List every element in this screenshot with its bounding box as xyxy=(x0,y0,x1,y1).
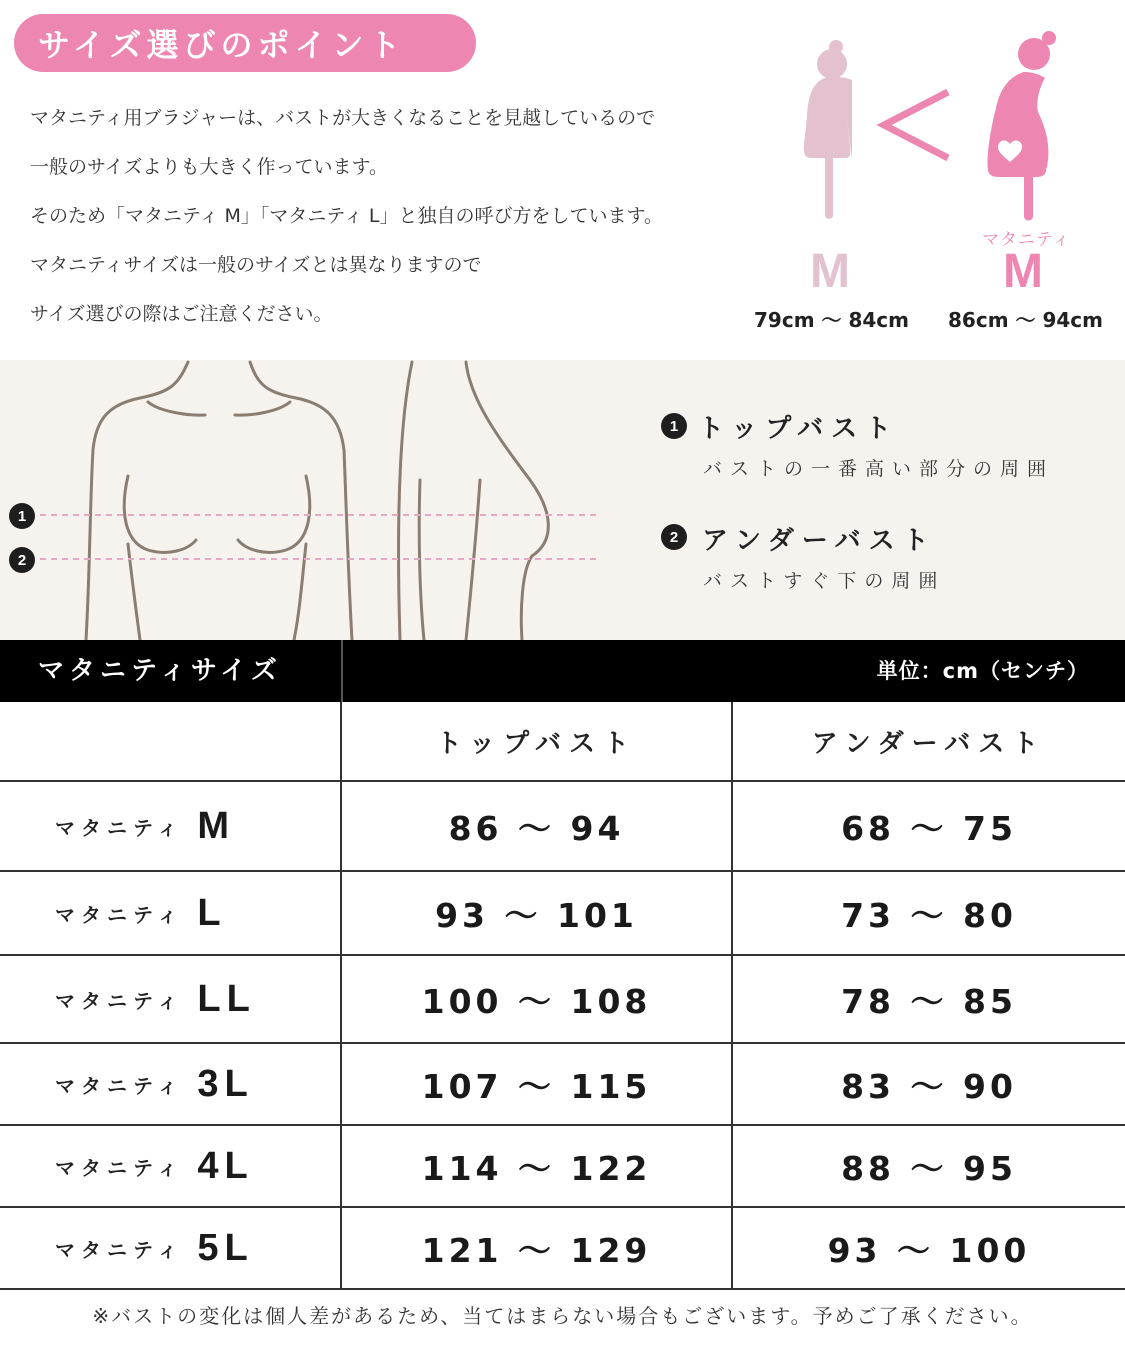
top-bust-cell xyxy=(342,782,733,870)
top-bust-value: 121 〜 129 xyxy=(421,1230,652,1270)
size-code: 3L xyxy=(197,1062,254,1105)
size-code: LL xyxy=(197,977,256,1020)
intro-line: そのため「マタニティ M」「マタニティ L」と独自の呼び方をしています。 xyxy=(30,205,663,227)
size-cell xyxy=(0,782,342,870)
body-outline-illustration xyxy=(0,360,1125,640)
size-prefix: マタニティ xyxy=(55,902,184,927)
top-bust-value: 114 〜 122 xyxy=(421,1148,652,1188)
intro-line: マタニティサイズは一般のサイズとは異なりますので xyxy=(30,254,482,276)
under-bust-value: 83 〜 90 xyxy=(841,1066,1017,1106)
column-header-top-bust xyxy=(342,702,733,780)
under-bust-value: 73 〜 80 xyxy=(841,895,1017,935)
table-row xyxy=(0,872,1125,956)
column-header-row xyxy=(0,702,1125,782)
maternity-size-letter: M xyxy=(1003,245,1043,298)
top-bust-cell xyxy=(342,956,733,1042)
under-bust-title: アンダーバスト xyxy=(702,526,937,556)
maternity-bust-range: 86cm 〜 94cm xyxy=(948,308,1103,332)
under-bust-cell xyxy=(733,782,1125,870)
measurement-diagram xyxy=(0,360,1125,640)
intro-line: サイズ選びの際はご注意ください。 xyxy=(30,303,333,325)
legend-number-1: 1 xyxy=(661,413,687,439)
size-cell xyxy=(0,1126,342,1206)
header-divider xyxy=(341,640,343,702)
column-header-size xyxy=(0,702,342,780)
size-cell xyxy=(0,872,342,954)
legend-number-2: 2 xyxy=(661,524,687,550)
under-bust-value: 93 〜 100 xyxy=(827,1230,1031,1270)
footnote: ※バストの変化は個人差があるため、当てはまらない場合もございます。予めご了承ください。 xyxy=(92,1304,1033,1328)
intro-text xyxy=(30,94,770,339)
table-row xyxy=(0,956,1125,1044)
less-than-icon xyxy=(884,92,948,158)
size-prefix: マタニティ xyxy=(55,1237,184,1262)
intro-line: 一般のサイズよりも大きく作っています。 xyxy=(30,156,388,178)
size-prefix: マタニティ xyxy=(55,988,184,1013)
unit-label: 単位：cm（センチ） xyxy=(876,659,1089,683)
size-prefix: マタニティ xyxy=(55,815,184,840)
size-prefix: マタニティ xyxy=(55,1155,184,1180)
top-bust-cell xyxy=(342,872,733,954)
size-table-header xyxy=(0,640,1125,702)
column-header-label: トップバスト xyxy=(435,728,638,759)
maternity-woman-icon xyxy=(987,31,1056,221)
under-bust-description: バストすぐ下の周囲 xyxy=(703,570,946,592)
under-bust-value: 88 〜 95 xyxy=(841,1148,1017,1188)
top-bust-value: 107 〜 115 xyxy=(421,1066,652,1106)
column-header-under-bust xyxy=(733,702,1125,780)
top-bust-description: バストの一番高い部分の周囲 xyxy=(703,458,1055,480)
under-bust-cell xyxy=(733,1126,1125,1206)
size-cell xyxy=(0,956,342,1042)
size-table-title: マタニティサイズ xyxy=(38,656,282,686)
size-code: 4L xyxy=(197,1144,254,1187)
size-code: L xyxy=(197,891,227,934)
size-cell xyxy=(0,1208,342,1288)
section-title: サイズ選びのポイント xyxy=(14,14,476,72)
under-bust-cell xyxy=(733,1044,1125,1124)
table-row xyxy=(0,1044,1125,1126)
top-bust-title: トップバスト xyxy=(698,414,900,444)
size-cell xyxy=(0,1044,342,1124)
intro-line: マタニティ用ブラジャーは、バストが大きくなることを見越しているので xyxy=(30,107,656,129)
size-code: M xyxy=(197,804,236,847)
under-bust-value: 78 〜 85 xyxy=(841,981,1017,1021)
under-bust-cell xyxy=(733,872,1125,954)
top-bust-cell xyxy=(342,1044,733,1124)
size-prefix: マタニティ xyxy=(55,1073,184,1098)
table-row xyxy=(0,1126,1125,1208)
table-row xyxy=(0,1208,1125,1290)
size-comparison-figures xyxy=(780,20,1120,230)
under-bust-cell xyxy=(733,1208,1125,1288)
top-bust-marker: 1 xyxy=(9,503,35,529)
top-bust-cell xyxy=(342,1126,733,1206)
top-bust-value: 100 〜 108 xyxy=(421,981,652,1021)
regular-woman-icon xyxy=(804,40,852,219)
maternity-size-caption: マタニティ xyxy=(982,230,1071,250)
regular-size-letter: M xyxy=(810,245,850,298)
regular-bust-range: 79cm 〜 84cm xyxy=(754,308,909,332)
under-bust-value: 68 〜 75 xyxy=(841,808,1017,848)
table-row xyxy=(0,782,1125,872)
size-code: 5L xyxy=(197,1226,254,1269)
column-header-label: アンダーバスト xyxy=(811,728,1047,759)
top-bust-value: 86 〜 94 xyxy=(448,808,625,848)
under-bust-cell xyxy=(733,956,1125,1042)
under-bust-marker: 2 xyxy=(9,547,35,573)
top-bust-value: 93 〜 101 xyxy=(435,895,638,935)
top-bust-cell xyxy=(342,1208,733,1288)
